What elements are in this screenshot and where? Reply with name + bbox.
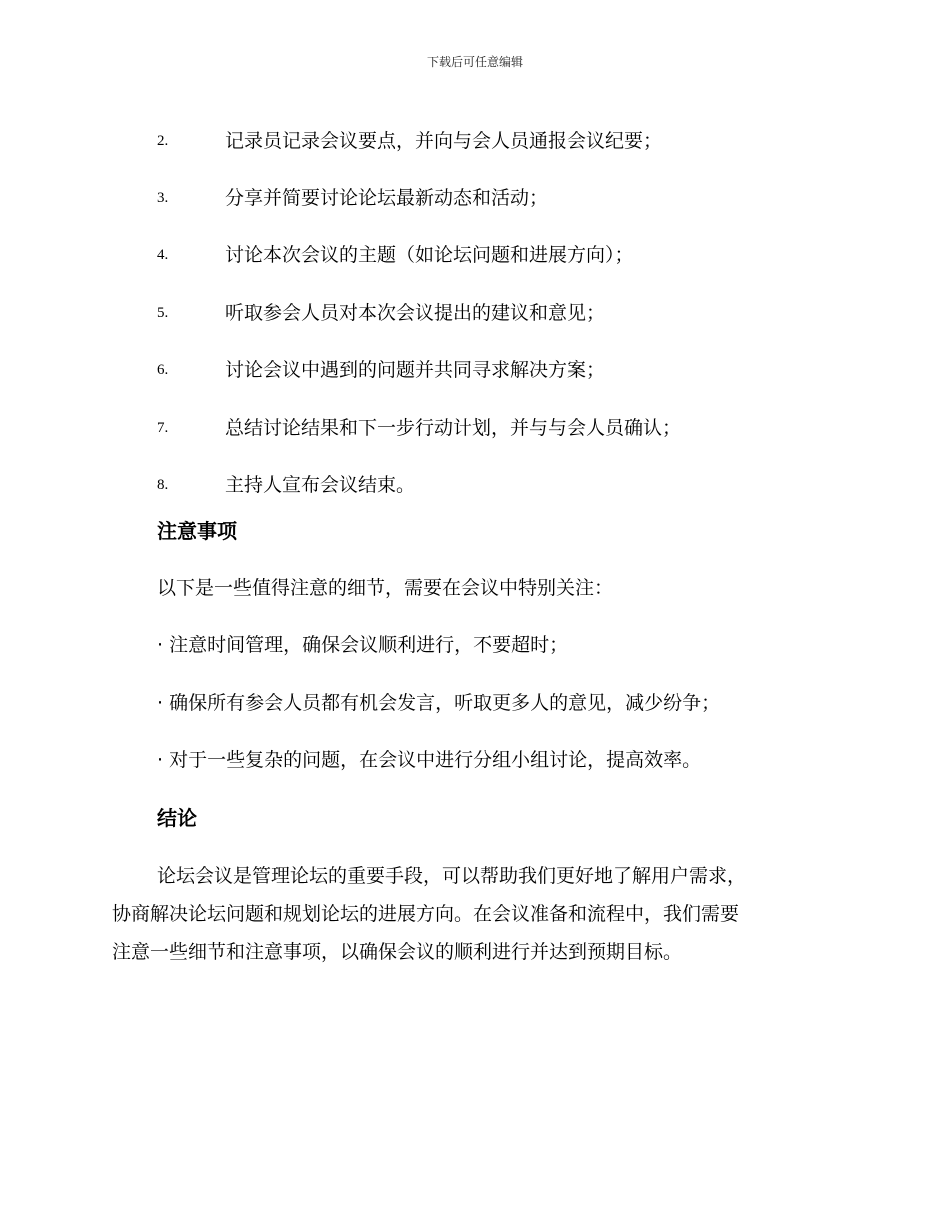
list-item-text: 主持人宣布会议结束。 [225,474,416,497]
notes-bullet: · 对于一些复杂的问题，在会议中进行分组小组讨论，提高效率。 [157,749,702,771]
list-item-text: 分享并简要讨论论坛最新动态和活动； [225,187,549,210]
list-item [157,342,857,399]
list-item-number: 4. [157,247,169,264]
list-item-number: 6. [157,362,169,379]
conclusion-paragraph [112,857,837,971]
list-item-text: 总结讨论结果和下一步行动计划，并与与会人员确认； [225,416,682,439]
list-item-number: 7. [157,419,169,436]
list-item [157,456,857,513]
list-item [157,227,857,284]
list-item-text: 讨论会议中遇到的问题并共同寻求解决方案； [225,359,606,382]
list-item-text: 记录员记录会议要点，并向与会人员通报会议纪要； [225,129,663,152]
conclusion-line: 协商解决论坛问题和规划论坛的进展方向。在会议准备和流程中，我们需要 [112,903,740,925]
conclusion-line: 注意一些细节和注意事项，以确保会议的顺利进行并达到预期目标。 [112,941,683,963]
list-item [157,284,857,341]
list-item-number: 8. [157,477,169,494]
list-item-number: 3. [157,190,169,207]
header-note: 下载后可任意编辑 [426,55,523,69]
list-item [157,112,857,169]
procedure-list [157,112,857,514]
notes-bullet: · 注意时间管理，确保会议顺利进行，不要超时； [157,634,569,656]
list-item-number: 2. [157,132,169,149]
list-item-text: 听取参会人员对本次会议提出的建议和意见； [225,301,606,324]
notes-heading: 注意事项 [157,519,237,543]
list-item-number: 5. [157,304,169,321]
conclusion-line: 论坛会议是管理论坛的重要手段，可以帮助我们更好地了解用户需求， [157,865,747,887]
list-item [157,399,857,456]
list-item-text: 讨论本次会议的主题（如论坛问题和进展方向）； [225,244,634,267]
notes-bullet: · 确保所有参会人员都有机会发言，听取更多人的意见，减少纷争； [157,692,721,714]
notes-intro: 以下是一些值得注意的细节，需要在会议中特别关注： [157,577,614,599]
list-item [157,169,857,226]
conclusion-heading: 结论 [157,806,197,830]
